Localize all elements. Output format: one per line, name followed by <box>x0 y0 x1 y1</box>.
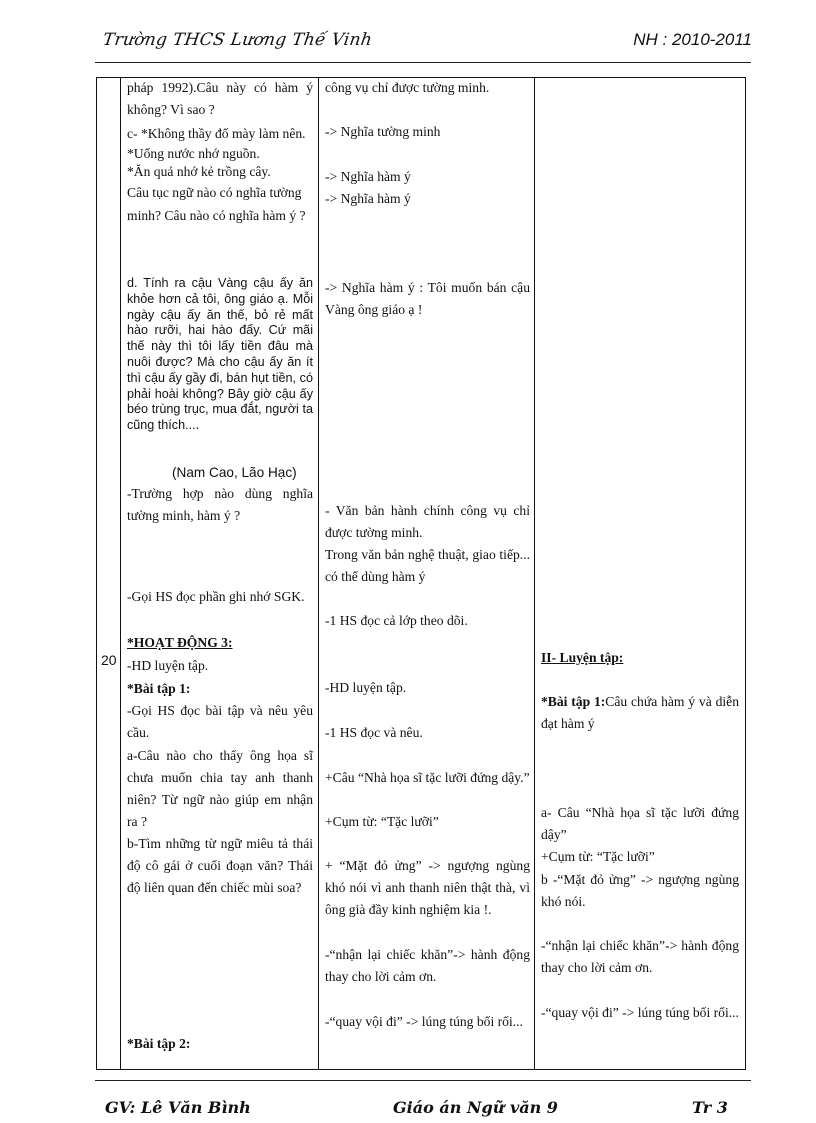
ex1-call: -Gọi HS đọc bài tập và nêu yêu cầu. <box>127 703 313 740</box>
c3-turn-away: -“quay vội đi” -> lúng túng bối rối... <box>541 1005 739 1020</box>
header-rule <box>95 62 751 63</box>
proverb-1: *Uống nước nhớ nguồn. <box>127 146 260 161</box>
c2-guide: -HD luyện tập. <box>325 680 407 695</box>
read-note: -Gọi HS đọc phần ghi nhớ SGK. <box>127 589 305 604</box>
q-usage: -Trường hợp nào dùng nghĩa tường minh, hàm ý ? <box>127 486 313 523</box>
section-practice: II- Luyện tập: <box>541 650 624 665</box>
footer-teacher: GV: Lê Văn Bình <box>105 1098 251 1117</box>
q-1992: pháp 1992).Câu này có hàm ý không? Vì sao ? <box>127 80 313 117</box>
c2-implicit-1: -> Nghĩa hàm ý <box>325 169 411 184</box>
footer-rule <box>95 1080 751 1081</box>
c2-answer-a: +Câu “Nhà họa sĩ tặc lưỡi đứng dậy.” <box>325 770 530 785</box>
c3-ex1 <box>541 691 739 735</box>
passage-lao-hac: d. Tính ra cậu Vàng cậu ấy ăn khỏe hơn cả tôi, ông giáo ạ. Mỗi ngày cậu ấy ăn thế, bỏ rẻ mất hào rưỡi, hai hào đấy. Cứ mãi thế này thì tôi lấy tiền đâu mà nuôi được? Mà cho cậu ấy ăn ít thì cậu ấy gầy đi, bán hụt tiền, có phải hoài không? Bây giờ cậu ấy béo trùng trục, mua đắt, người ta cũng thích.... <box>127 276 313 433</box>
ex2-title: *Bài tập 2: <box>127 1036 191 1051</box>
c2-implicit-answer: -> Nghĩa hàm ý : Tôi muốn bán cậu Vàng ông giáo ạ ! <box>325 280 530 317</box>
footer-page: Tr 3 <box>692 1098 728 1117</box>
c2-art-text: Trong văn bản nghệ thuật, giao tiếp... có thể dùng hàm ý <box>325 547 530 584</box>
c3-ex1-desc: Câu chứa hàm ý và diễn đạt hàm ý <box>541 694 739 731</box>
c2-read: -1 HS đọc cả lớp theo dõi. <box>325 613 468 628</box>
c3-phrase: +Cụm từ: “Tặc lưỡi” <box>541 849 655 864</box>
c3-ex1-title: *Bài tập 1: <box>541 694 606 709</box>
row-number: 20 <box>101 652 117 668</box>
c2-handkerchief: -“nhận lại chiếc khăn”-> hành động thay cho lời cảm ơn. <box>325 947 530 984</box>
proverb-c: c- *Không thầy đố mày làm nên. <box>127 126 306 141</box>
c3-answer-a: a- Câu “Nhà họa sĩ tặc lưỡi đứng dậy” <box>541 805 739 842</box>
c3-answer-b: b -“Mặt đỏ ửng” -> ngượng ngùng khó nói. <box>541 872 739 909</box>
school-year: NH : 2010-2011 <box>633 30 752 49</box>
q-proverbs: Câu tục ngữ nào có nghĩa tường minh? Câu nào có nghĩa hàm ý ? <box>127 185 306 223</box>
c2-admin-text: - Văn bản hành chính công vụ chỉ được tường minh. <box>325 503 530 540</box>
c2-read-state: -1 HS đọc và nêu. <box>325 725 423 740</box>
c3-handkerchief: -“nhận lại chiếc khăn”-> hành động thay cho lời cảm ơn. <box>541 938 739 975</box>
c2-turn-away: -“quay vội đi” -> lúng túng bối rối... <box>325 1014 523 1029</box>
footer-subject: Giáo án Ngữ văn 9 <box>393 1098 558 1117</box>
proverb-2: *Ăn quả nhớ kẻ trồng cây. <box>127 164 271 179</box>
c2-answer-b: + “Mặt đỏ ửng” -> ngượng ngùng khó nói vì anh thanh niên thật thà, vì ông già đầy kinh nghiệm kia !. <box>325 858 530 917</box>
school-name: Trường THCS Lương Thế Vinh <box>101 30 374 50</box>
ex1-question-a: a-Câu nào cho thấy ông họa sĩ chưa muốn chia tay anh thanh niên? Từ ngữ nào giúp em nhận ra ? <box>127 748 313 829</box>
ex1-title: *Bài tập 1: <box>127 681 191 696</box>
activity-3: *HOẠT ĐỘNG 3: <box>127 635 233 650</box>
c2-phrase: +Cụm từ: “Tặc lưỡi” <box>325 814 439 829</box>
ex1-question-b: b-Tìm những từ ngữ miêu tả thái độ cô gái ở cuối đoạn văn? Thái độ liên quan đến chiếc mùi soa? <box>127 836 313 895</box>
guide-practice: -HD luyện tập. <box>127 658 209 673</box>
passage-source: (Nam Cao, Lão Hạc) <box>172 465 297 480</box>
col1-intro <box>127 77 313 227</box>
c2-line-1: công vụ chỉ được tường minh. <box>325 80 490 95</box>
c2-explicit: -> Nghĩa tường minh <box>325 124 441 139</box>
c2-implicit-2: -> Nghĩa hàm ý <box>325 191 411 206</box>
